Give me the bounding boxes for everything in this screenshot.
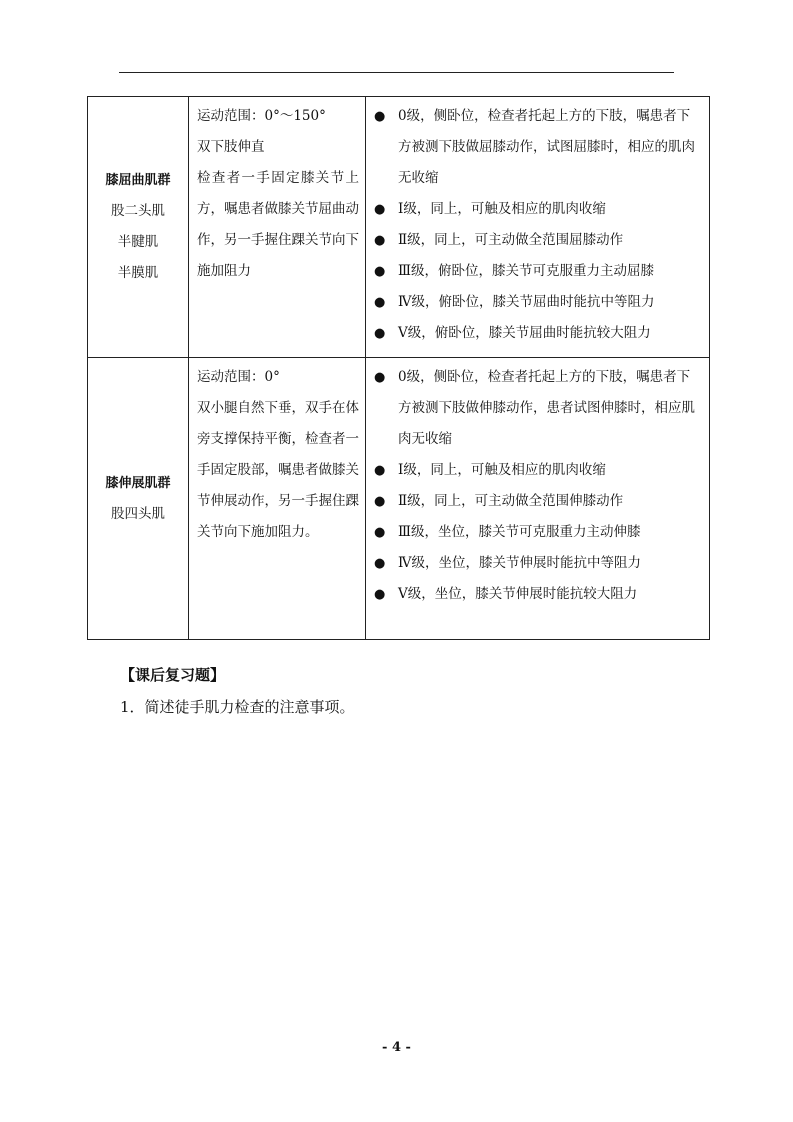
- grade-item: ● Ⅰ级，同上，可触及相应的肌肉收缩: [366, 194, 703, 225]
- grade-item: ● 0级，侧卧位，检查者托起上方的下肢，嘱患者下方被测下肢做屈膝动作，试图屈膝时，相应的肌肉无收缩: [366, 101, 703, 194]
- bullet-dot-icon: ●: [374, 295, 386, 310]
- muscle-group-cell: [88, 358, 189, 640]
- review-question: 1．简述徒手肌力检查的注意事项。: [120, 698, 355, 716]
- test-procedure: 双小腿自然下垂，双手在体旁支撑保持平衡，检查者一手固定股部，嘱患者做膝关节伸展动作，另一手握住踝关节向下施加阻力。: [197, 400, 359, 540]
- muscle-name: 股二头肌: [111, 203, 165, 219]
- grade-item: ● Ⅱ级，同上，可主动做全范围伸膝动作: [366, 486, 703, 517]
- bullet-dot-icon: ●: [374, 587, 386, 602]
- grade-item: ● Ⅲ级，俯卧位，膝关节可克服重力主动屈膝: [366, 256, 703, 287]
- muscle-name: 半膜肌: [117, 265, 159, 281]
- grade-item: ● Ⅴ级，俯卧位，膝关节屈曲时能抗较大阻力: [366, 318, 703, 349]
- test-procedure: 检查者一手固定膝关节上方，嘱患者做膝关节屈曲动作，另一手握住踝关节向下施加阻力: [197, 170, 359, 279]
- bullet-dot-icon: ●: [374, 202, 386, 217]
- grade-item: ● 0级，侧卧位，检查者托起上方的下肢，嘱患者下方被测下肢做伸膝动作，患者试图伸膝时，相应肌肉无收缩: [366, 362, 703, 455]
- grade-list: [366, 97, 709, 357]
- muscle-group-title: 膝伸展肌群: [105, 475, 171, 491]
- review-section-title: 【课后复习题】: [120, 666, 226, 684]
- grade-criteria-cell: [366, 97, 710, 358]
- bullet-dot-icon: ●: [374, 109, 386, 124]
- grade-item: ● Ⅳ级，坐位，膝关节伸展时能抗中等阻力: [366, 548, 703, 579]
- bullet-dot-icon: ●: [374, 494, 386, 509]
- muscle-name: 半腱肌: [117, 234, 159, 250]
- range-of-motion: 运动范围：0°: [197, 369, 280, 385]
- range-of-motion: 运动范围：0°～150°: [197, 108, 326, 124]
- grade-item: ● Ⅱ级，同上，可主动做全范围屈膝动作: [366, 225, 703, 256]
- grade-item: ● Ⅴ级，坐位，膝关节伸展时能抗较大阻力: [366, 579, 703, 610]
- header-rule: [119, 72, 674, 73]
- grade-item: ● Ⅳ级，俯卧位，膝关节屈曲时能抗中等阻力: [366, 287, 703, 318]
- bullet-dot-icon: ●: [374, 264, 386, 279]
- muscle-name: 股四头肌: [111, 505, 165, 522]
- bullet-dot-icon: ●: [374, 326, 386, 341]
- bullet-dot-icon: ●: [374, 463, 386, 478]
- test-method-cell: [189, 97, 366, 358]
- bullet-dot-icon: ●: [374, 233, 386, 248]
- bullet-dot-icon: ●: [374, 556, 386, 571]
- test-method-cell: [189, 358, 366, 640]
- muscle-group-cell: [88, 97, 189, 358]
- grade-item: ● Ⅲ级，坐位，膝关节可克服重力主动伸膝: [366, 517, 703, 548]
- grade-list: [366, 358, 709, 618]
- grade-criteria-cell: [366, 358, 710, 640]
- table-row-knee-extensors: [88, 358, 710, 640]
- bullet-dot-icon: ●: [374, 525, 386, 540]
- test-position: 双下肢伸直: [197, 139, 265, 155]
- table-row-knee-flexors: [88, 97, 710, 358]
- bullet-dot-icon: ●: [374, 370, 386, 385]
- grade-item: ● Ⅰ级，同上，可触及相应的肌肉收缩: [366, 455, 703, 486]
- muscle-group-title: 膝屈曲肌群: [105, 173, 171, 188]
- page-number: - 4 -: [382, 1040, 411, 1055]
- muscle-test-table: [87, 96, 710, 640]
